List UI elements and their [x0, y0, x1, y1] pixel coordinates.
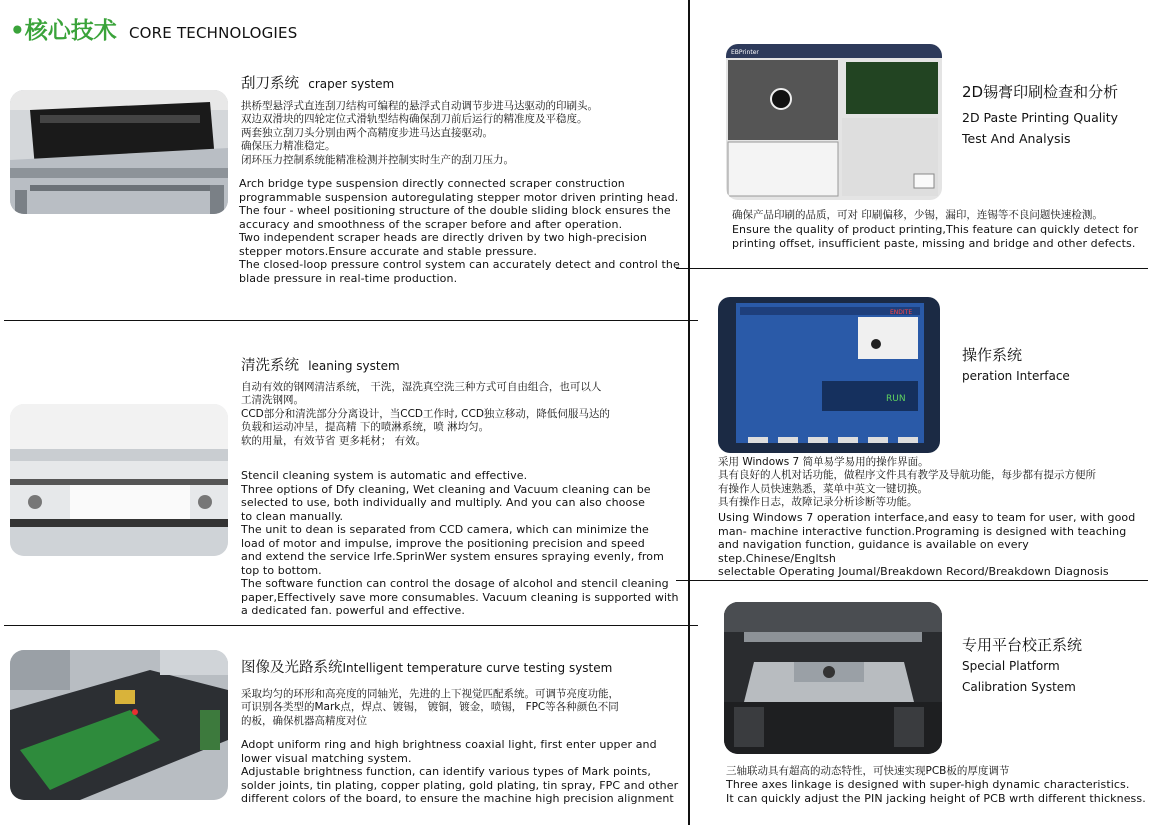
paste-title-en: 2D Paste Printing Quality Test And Analysis [962, 110, 1118, 146]
operation-screen-photo [718, 297, 940, 453]
cleaning-en-text: Stencil cleaning system is automatic and effective. Three options of Dfy cleaning, Wet cleaning and Vacuum cleaning can be selected to use, both individually and multiply. And you can also choose to clean manually. The unit to dean is separated from CCD camera, which can minimize the load of motor and impulse, improve the positioning precision and speed and extend the service lrfe.SprinWer system ensures spraying evenly, from top to bottom. The software function can control the dosage of alcohol and stencil cleaning paper,Effectively save more consumables. Vacuum cleaning is supported with a dedicated fan. powerful and effective. [241, 469, 679, 617]
operation-run-text: RUN [886, 394, 906, 404]
operation-cn-text: 采用 Windows 7 简单易学易用的操作界面。 具有良好的人机对话功能，做程序文件具有教学及导航功能，每步都有提示方便所 有操作人员快速熟悉，菜单中英文一键切换。 具有操作日志，故障记录分析诊断等功能。 [718, 456, 1096, 509]
imaging-en-text: Adopt uniform ring and high brightness coaxial light, first enter upper and lower visual matching system. Adjustable brightness function, can identify various types of Mark points, solder joints, tin plating, copper plating, gold plating, tin spray, FPC and other different colors of the board, to ensure the machine high precision alignment [241, 738, 679, 805]
right-divider-1 [676, 268, 1148, 269]
paste-screen-photo [726, 44, 942, 200]
scraper-cn-text: 拱桥型悬浮式直连刮刀结构可编程的悬浮式自动调节步进马达驱动的印刷头。 双边双滑块的四轮定位式滑轨型结构确保刮刀前后运行的精准度及平稳度。 两套独立刮刀头分别由两个高精度步进马达直接驱动。 确保压力精准稳定。 闭环压力控制系统能精准检测并控制实时生产的刮刀压力。 [241, 100, 598, 166]
cleaning-title: 清洗系统 leaning system [241, 358, 400, 374]
left-divider-2 [4, 625, 698, 626]
right-divider-2 [676, 580, 1148, 581]
center-divider [688, 0, 690, 825]
paste-screen-logo: EBPrinter [731, 49, 759, 56]
operation-screen-logo: ENDITE [890, 309, 913, 316]
platform-cn-text: 三轴联动具有超高的动态特性，可快速实现PCB板的厚度调节 [726, 765, 1010, 777]
operation-en-text: Using Windows 7 operation interface,and easy to team for user, with good man- machine interactive function.Programing is designed with teaching and navigation function, guidance is available on every step.Chinese/Engltsh selectable Operating Joumal/Breakdown Record/Breakdown Diagnosis [718, 511, 1136, 578]
platform-title-en: Special Platform Calibration System [962, 659, 1076, 694]
paste-title-cn: 2D锡膏印刷检查和分析 [962, 83, 1119, 101]
imaging-title: 图像及光路系统Intelligent temperature curve testing system [241, 660, 613, 676]
cleaning-photo [10, 404, 228, 556]
scraper-title: 刮刀系统 craper system [241, 76, 395, 92]
platform-photo [724, 602, 942, 754]
left-divider-1 [4, 320, 698, 321]
platform-en-text: Three axes linkage is designed with super-high dynamic characteristics. It can quickly adjust the PIN jacking height of PCB wrth different thickness. [726, 778, 1146, 805]
scraper-photo [10, 90, 228, 214]
paste-en-text: Ensure the quality of product printing,This feature can quickly detect for printing offset, insufficient paste, missing and bridge and other defects. [732, 223, 1139, 250]
cleaning-cn-text: 自动有效的钢网清洁系统， 干洗，湿洗真空洗三种方式可自由组合，也可以人 工清洗钢网。 CCD部分和清洗部分分离设计，当CCD工作时, CCD独立移动，降低伺服马达的 负载和运动冲呈，提高精 下的喷淋系统，喷 淋均匀。 软的用量，有效节省 更多耗材； 有效。 [241, 381, 610, 447]
imaging-cn-text: 采取均匀的环形和高亮度的同轴光，先进的上下视觉匹配系统。可调节亮度功能， 可识别各类型的Mark点，焊点、镀锡， 镀铜，镀金，喷锡， FPC等各种颜色不同 的板，确保机器高精度对位 [241, 688, 619, 727]
page-title-en: CORE TECHNOLOGIES [129, 24, 298, 42]
operation-title-cn: 操作系统 [962, 346, 1023, 364]
page-title-cn: •核心技术 [10, 18, 117, 44]
imaging-photo [10, 650, 228, 800]
scraper-en-text: Arch bridge type suspension directly connected scraper construction programmable suspension autoregulating stepper motor driven printing head. The four - wheel positioning structure of the double sliding block ensures the accuracy and smoothness of the scraper before and after operation. Two independent scraper heads are directly driven by two high-precision stepper motors.Ensure accurate and stable pressure. The closed-loop pressure control system can accurately detect and control the blade pressure in real-time production. [239, 177, 680, 285]
operation-title-en: peration Interface [962, 369, 1070, 383]
paste-cn-text: 确保产品印刷的品质，可对 印刷偏移，少锡，漏印，连锡等不良问题快速检测。 [732, 209, 1103, 221]
platform-title-cn: 专用平台校正系统 [962, 636, 1083, 654]
